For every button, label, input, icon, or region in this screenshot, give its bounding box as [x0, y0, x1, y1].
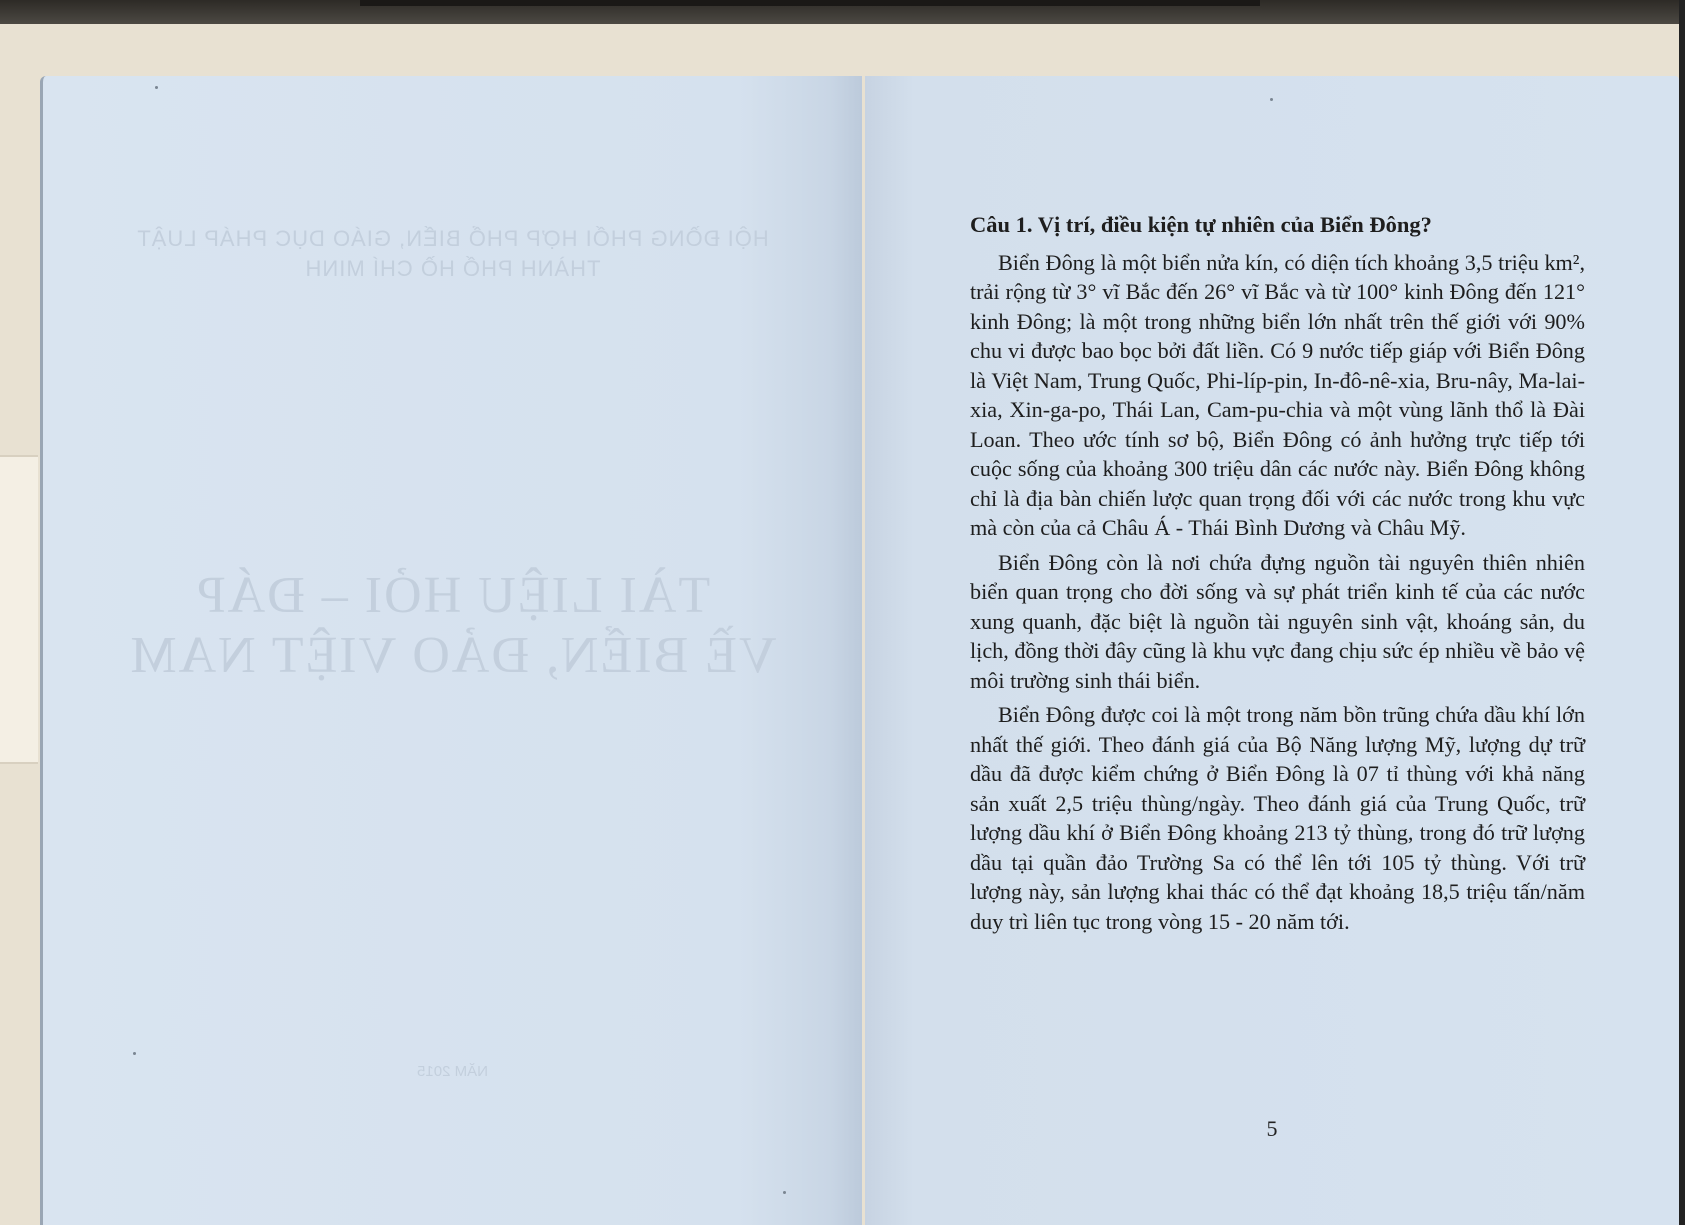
page-number: 5 [1266, 1116, 1278, 1141]
left-page [40, 76, 862, 1225]
paragraph: Biển Đông là một biển nửa kín, có diện tích khoảng 3,5 triệu km², trải rộng từ 3° vĩ Bắc đến 26° vĩ Bắc và từ 100° kinh Đông đến 121° kinh Đông; là một trong những biển lớn nhất trên thế giới với 90% chu vi được bao bọc bởi đất liền. Có 9 nước tiếp giáp với Biển Đông là Việt Nam, Trung Quốc, Phi-líp-pin, In-đô-nê-xia, Bru-nây, Ma-lai-xia, Xin-ga-po, Thái Lan, Cam-pu-chia và một vùng lãnh thổ là Đài Loan. Theo ước tính sơ bộ, Biển Đông có ảnh hưởng trực tiếp tới cuộc sống của khoảng 300 triệu dân các nước này. Biển Đông không chỉ là địa bàn chiến lược quan trọng đối với các nước trong khu vực mà còn của cả Châu Á - Thái Bình Dương và Châu Mỹ. [970, 249, 1585, 540]
paper-speck [1270, 98, 1273, 101]
paper-speck [783, 1191, 786, 1194]
ghost-title-line-2: VỀ BIỂN, ĐẢO VIỆT NAM [128, 627, 777, 684]
ghost-publisher-line: HỘI ĐỒNG PHỐI HỢP PHỔ BIẾN, GIÁO DỤC PHÁP LUẬT [136, 226, 769, 251]
ghost-title-line-1: TÀI LIỆU HỎI – ĐÁP [194, 567, 711, 624]
right-page [865, 76, 1679, 1225]
ghost-city-line: THÀNH PHỐ HỒ CHÍ MINH [304, 256, 601, 281]
paper-speck [133, 1052, 136, 1055]
paragraph: Biển Đông được coi là một trong năm bồn trũng chứa dầu khí lớn nhất thế giới. Theo đánh giá của Bộ Năng lượng Mỹ, lượng dự trữ dầu đã được kiểm chứng ở Biển Đông là 07 tỉ thùng với khả năng sản xuất 2,5 triệu thùng/ngày. Theo đánh giá của Trung Quốc, trữ lượng dầu khí ở Biển Đông khoảng 213 tỷ thùng, trong đó trữ lượng dầu tại quần đảo Trường Sa có thể lên tới 105 tỷ thùng. Với trữ lượng này, sản lượng khai thác có thể đạt khoảng 18,5 triệu tấn/năm duy trì liên tục trong vòng 15 - 20 năm tới. [970, 702, 1585, 934]
scanner-strip [360, 0, 1260, 6]
page-text-block [970, 210, 1585, 941]
paragraph: Biển Đông còn là nơi chứa đựng nguồn tài nguyên thiên nhiên biển quan trọng cho đời sống và sự phát triển kinh tế của các nước xung quanh, đặc biệt là nguồn tài nguyên sinh vật, khoáng sản, du lịch, đồng thời đây cũng là khu vực đang chịu sức ép nhiều về bảo vệ môi trường sinh thái biển. [970, 549, 1585, 693]
question-heading: Câu 1. Vị trí, điều kiện tự nhiên của Biển Đông? [970, 212, 1432, 237]
scanner-right-edge [1679, 0, 1685, 1225]
scanner-top-edge [0, 0, 1685, 24]
book-edge-tab [0, 455, 38, 764]
ghost-year: NĂM 2015 [417, 1063, 488, 1080]
paper-speck [155, 86, 158, 89]
